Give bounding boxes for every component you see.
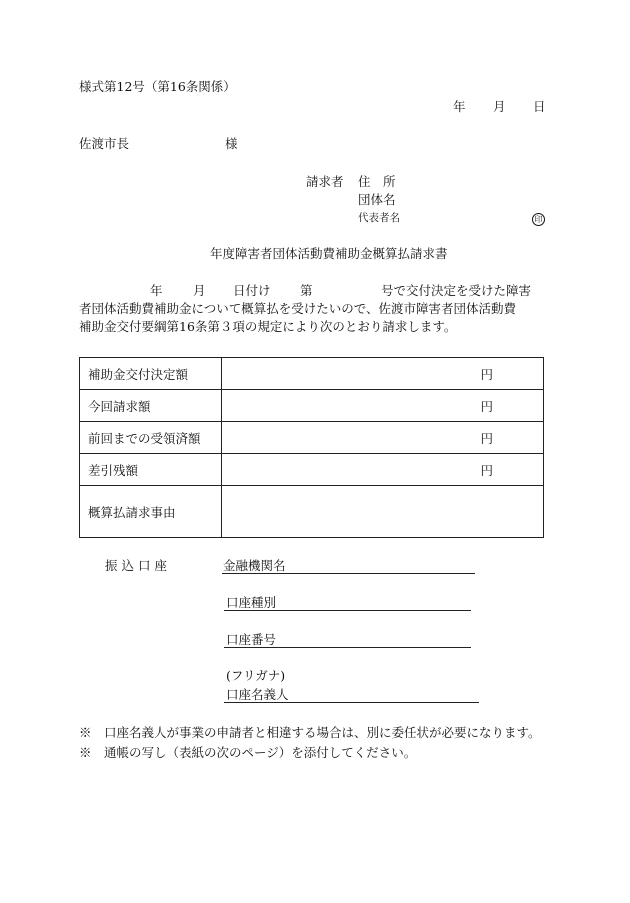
amounts-table: [79, 357, 544, 538]
body-month: 月: [193, 283, 206, 298]
table-row: [80, 390, 544, 422]
representative-label: 代表者名: [358, 212, 400, 224]
date-month-label: 月: [493, 99, 506, 114]
document-title: 年度障害者団体活動費補助金概算払請求書: [210, 246, 448, 261]
row-label: 今回請求額: [80, 390, 222, 422]
body-number-prefix: 第: [300, 283, 313, 298]
body-year: 年: [150, 283, 163, 298]
row-unit: 円: [222, 358, 544, 390]
account-type-underline: [224, 610, 471, 611]
note-proxy: ※ 口座名義人が事業の申請者と相違する場合は、別に委任状が必要になります。: [79, 725, 541, 740]
group-name-label: 団体名: [358, 192, 396, 207]
account-holder-label: 口座名義人: [226, 687, 289, 702]
seal-icon: 印: [532, 213, 545, 226]
row-label: 概算払請求事由: [80, 486, 222, 538]
note-passbook: ※ 通帳の写し（表紙の次のページ）を添付してください。: [79, 745, 417, 760]
addressee-name: 佐渡市長: [79, 136, 130, 151]
body-line2: 者団体活動費補助金について概算払を受けたいので、佐渡市障害者団体活動費: [79, 301, 517, 316]
body-line1-tail: 号で交付決定を受けた障害: [381, 283, 532, 298]
body-date: 日付け: [233, 283, 271, 298]
account-type-label: 口座種別: [226, 595, 277, 610]
body-line3: 補助金交付要綱第16条第３項の規定により次のとおり請求します。: [79, 319, 457, 334]
bank-section-label: 振 込 口 座: [105, 558, 167, 573]
account-number-underline: [224, 647, 471, 648]
row-label: 差引残額: [80, 454, 222, 486]
applicant-label: 請求者: [306, 174, 344, 189]
row-unit: 円: [222, 454, 544, 486]
table-row: [80, 358, 544, 390]
table-row: [80, 422, 544, 454]
account-number-label: 口座番号: [226, 632, 277, 647]
institution-label: 金融機関名: [223, 558, 286, 573]
row-label: 前回までの受領済額: [80, 422, 222, 454]
row-label: 補助金交付決定額: [80, 358, 222, 390]
date-year-label: 年: [453, 99, 466, 114]
address-label: 住 所: [358, 174, 396, 189]
furigana-label: (フリガナ): [226, 668, 286, 683]
form-number: 様式第12号（第16条関係）: [79, 79, 236, 94]
row-unit: 円: [222, 390, 544, 422]
table-row: [80, 486, 544, 538]
row-unit: 円: [222, 422, 544, 454]
seal-mark: [532, 210, 545, 226]
institution-underline: [222, 573, 475, 574]
addressee-honorific: 様: [225, 136, 238, 151]
account-holder-underline: [224, 702, 479, 703]
date-day-label: 日: [533, 99, 546, 114]
table-row: [80, 454, 544, 486]
reason-field: [222, 486, 544, 538]
